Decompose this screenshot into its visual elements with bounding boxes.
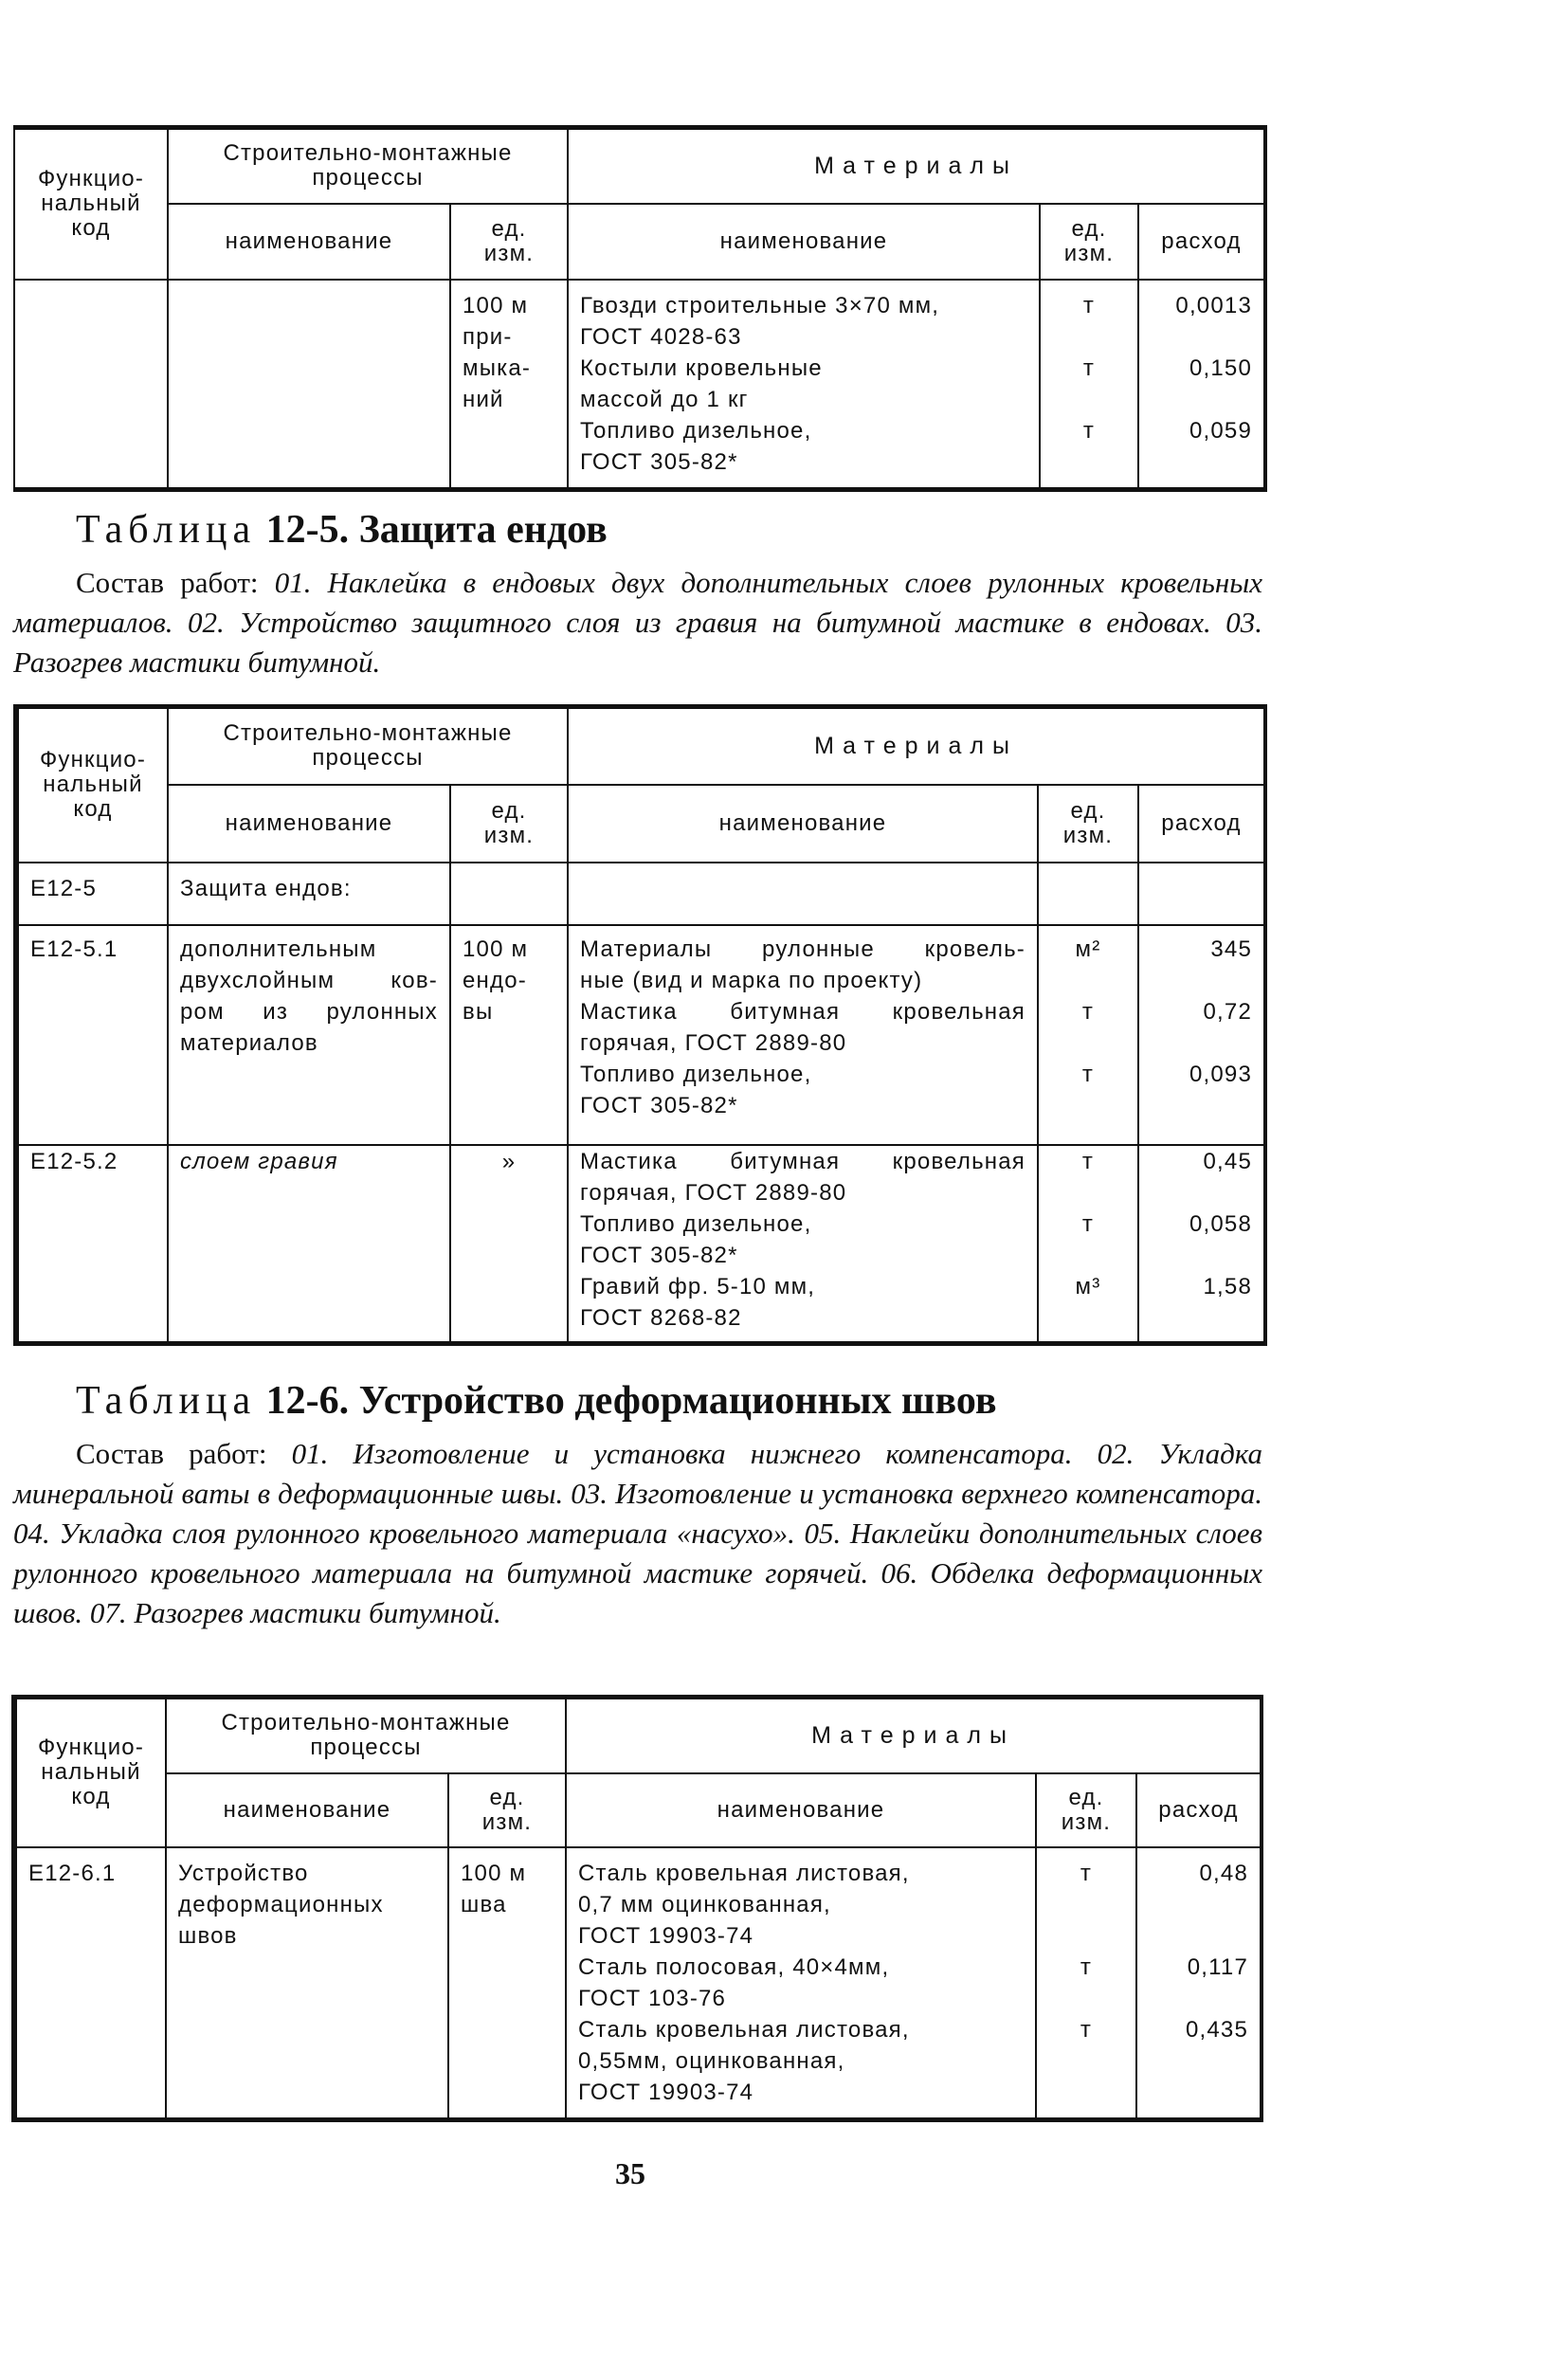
unit-line: 100 м bbox=[463, 936, 529, 962]
material-name: ГОСТ 8268-82 bbox=[580, 1304, 742, 1331]
group-code: Е12-5 bbox=[16, 863, 168, 925]
header-mat-rate: расход bbox=[1138, 785, 1265, 863]
process-name: ром из рулонных bbox=[180, 998, 438, 1025]
material-name: Сталь полосовая, 40×4мм, bbox=[578, 1953, 890, 1980]
header-code: Функцио- нальный код bbox=[14, 128, 168, 280]
empty-cell bbox=[450, 863, 568, 925]
material-unit-cell bbox=[1036, 1847, 1136, 2120]
table-continuation bbox=[13, 125, 1267, 492]
material-unit: т bbox=[1080, 2016, 1093, 2043]
material-unit-cell bbox=[1038, 925, 1138, 1145]
unit-line: вы bbox=[463, 998, 494, 1025]
work-composition-12-5 bbox=[13, 563, 1262, 682]
unit-line: мыка- bbox=[463, 354, 532, 381]
unit-line: 100 м bbox=[461, 1860, 527, 1886]
material-name: ГОСТ 4028-63 bbox=[580, 323, 742, 350]
material-name: Топливо дизельное, bbox=[580, 1061, 812, 1087]
material-rate: 0,45 bbox=[1203, 1148, 1252, 1174]
unit-line: ендо- bbox=[463, 967, 527, 993]
row-code: Е12-5.2 bbox=[16, 1145, 168, 1344]
material-rate-cell bbox=[1138, 1145, 1265, 1344]
table-12-5 bbox=[13, 704, 1267, 1346]
header-proc-unit: ед. изм. bbox=[450, 204, 568, 280]
material-rate: 0,150 bbox=[1189, 354, 1252, 381]
material-name: горячая, ГОСТ 2889-80 bbox=[580, 1179, 847, 1206]
material-name: ГОСТ 19903-74 bbox=[578, 1922, 754, 1949]
header-mat-unit: ед. изм. bbox=[1040, 204, 1138, 280]
header-proc-unit: ед. изм. bbox=[450, 785, 568, 863]
process-unit-cell bbox=[450, 925, 568, 1145]
material-unit-cell bbox=[1038, 1145, 1138, 1344]
process-unit-cell bbox=[450, 280, 568, 490]
table-12-6-caption bbox=[76, 1378, 997, 1424]
process-name-cell bbox=[168, 925, 450, 1145]
material-name-cell bbox=[568, 925, 1038, 1145]
code-cell bbox=[14, 280, 168, 490]
process-unit: » bbox=[450, 1145, 568, 1344]
row-code: Е12-5.1 bbox=[16, 925, 168, 1145]
page-number: 35 bbox=[615, 2156, 645, 2190]
material-unit: м³ bbox=[1075, 1273, 1101, 1299]
row-code: Е12-6.1 bbox=[14, 1847, 166, 2120]
process-unit-cell bbox=[448, 1847, 566, 2120]
unit-line: шва bbox=[461, 1891, 507, 1917]
header-proc-name: наименование bbox=[168, 204, 450, 280]
process-name-cell bbox=[166, 1847, 448, 2120]
unit-line: при- bbox=[463, 323, 513, 350]
empty-cell bbox=[1138, 863, 1265, 925]
composition-text: 01. Наклейка в ендовых двух дополнительных слоев рулонных кровельных материалов. 02. Устройство защитного слоя из гравия на битумной мастике в ендовах. 03. Разогрев мастики битумной. bbox=[13, 566, 1262, 679]
material-name-cell bbox=[568, 1145, 1038, 1344]
header-mat-name: наименование bbox=[568, 204, 1040, 280]
material-name: Сталь кровельная листовая, bbox=[578, 1860, 910, 1886]
material-rate: 0,059 bbox=[1189, 417, 1252, 444]
material-name: Гравий фр. 5-10 мм, bbox=[580, 1273, 816, 1299]
table-row bbox=[14, 1847, 1262, 2120]
group-title: Защита ендов: bbox=[168, 863, 450, 925]
material-rate: 0,058 bbox=[1189, 1210, 1252, 1237]
material-name: ГОСТ 19903-74 bbox=[578, 2079, 754, 2105]
empty-cell bbox=[568, 863, 1038, 925]
material-unit: т bbox=[1082, 354, 1096, 381]
header-code: Функцио- нальный код bbox=[14, 1698, 166, 1847]
composition-label: Состав работ: bbox=[76, 566, 259, 599]
material-name: 0,55мм, оцинкованная, bbox=[578, 2047, 845, 2074]
material-name-cell bbox=[568, 280, 1040, 490]
header-proc-unit: ед. изм. bbox=[448, 1773, 566, 1847]
material-unit: т bbox=[1081, 1148, 1095, 1174]
process-name: деформационных bbox=[178, 1891, 384, 1917]
table-12-6 bbox=[11, 1695, 1263, 2122]
material-rate: 0,435 bbox=[1185, 2016, 1248, 2043]
unit-line: ний bbox=[463, 386, 504, 412]
table-row bbox=[16, 925, 1265, 1145]
material-unit: т bbox=[1082, 292, 1096, 318]
header-proc-name: наименование bbox=[168, 785, 450, 863]
material-unit: т bbox=[1081, 1061, 1095, 1087]
material-name: Материалы рулонные кровель- bbox=[580, 936, 1026, 962]
header-processes: Строительно-монтажные процессы bbox=[166, 1698, 566, 1773]
material-rate-cell bbox=[1136, 1847, 1262, 2120]
unit-line: 100 м bbox=[463, 292, 529, 318]
material-name: Мастика битумная кровельная bbox=[580, 1148, 1026, 1174]
header-mat-unit: ед. изм. bbox=[1038, 785, 1138, 863]
material-rate-cell bbox=[1138, 925, 1265, 1145]
composition-text: 01. Изготовление и установка нижнего компенсатора. 02. Укладка минеральной ваты в деформационные швы. 03. Изготовление и установка верхнего компенсатора. 04. Укладка слоя рулонного кровельного материала «насухо». 05. Наклейки дополнительных слоев рулонного кровельного материала на битумной мастике горячей. 06. Обделка деформационных швов. 07. Разогрев мастики битумной. bbox=[13, 1437, 1262, 1629]
material-name: ГОСТ 305-82* bbox=[580, 448, 738, 475]
material-name-cell bbox=[566, 1847, 1036, 2120]
work-composition-12-6 bbox=[13, 1434, 1262, 1633]
header-proc-name: наименование bbox=[166, 1773, 448, 1847]
material-unit: т bbox=[1081, 998, 1095, 1025]
material-rate: 0,117 bbox=[1187, 1953, 1248, 1980]
material-name: горячая, ГОСТ 2889-80 bbox=[580, 1029, 847, 1056]
process-name: слоем гравия bbox=[168, 1145, 450, 1344]
process-name: Устройство bbox=[178, 1860, 309, 1886]
material-rate: 345 bbox=[1210, 936, 1252, 962]
material-name: Топливо дизельное, bbox=[580, 417, 812, 444]
material-unit-cell bbox=[1040, 280, 1138, 490]
material-name: ГОСТ 103-76 bbox=[578, 1985, 727, 2011]
material-unit: т bbox=[1080, 1860, 1093, 1886]
material-name: Мастика битумная кровельная bbox=[580, 998, 1026, 1025]
header-materials: Материалы bbox=[568, 128, 1265, 204]
material-name: Костыли кровельные bbox=[580, 354, 823, 381]
material-name: Гвозди строительные 3×70 мм, bbox=[580, 292, 940, 318]
header-mat-unit: ед. изм. bbox=[1036, 1773, 1136, 1847]
material-rate: 1,58 bbox=[1203, 1273, 1252, 1299]
header-processes: Строительно-монтажные процессы bbox=[168, 128, 568, 204]
material-name: ГОСТ 305-82* bbox=[580, 1242, 738, 1268]
material-rate: 0,093 bbox=[1189, 1061, 1252, 1087]
material-rate-cell bbox=[1138, 280, 1265, 490]
header-mat-name: наименование bbox=[566, 1773, 1036, 1847]
caption-label: Таблица bbox=[76, 1379, 257, 1423]
process-name: дополнительным bbox=[180, 936, 377, 962]
material-name: Сталь кровельная листовая, bbox=[578, 2016, 910, 2043]
material-name: Топливо дизельное, bbox=[580, 1210, 812, 1237]
caption-label: Таблица bbox=[76, 508, 257, 552]
material-name: 0,7 мм оцинкованная, bbox=[578, 1891, 831, 1917]
empty-cell bbox=[1038, 863, 1138, 925]
material-name: массой до 1 кг bbox=[580, 386, 749, 412]
material-rate: 0,0013 bbox=[1175, 292, 1252, 318]
header-mat-name: наименование bbox=[568, 785, 1038, 863]
caption-title: 12-5. Защита ендов bbox=[265, 508, 608, 552]
header-processes: Строительно-монтажные процессы bbox=[168, 707, 568, 785]
material-unit: т bbox=[1081, 1210, 1095, 1237]
header-materials: Материалы bbox=[566, 1698, 1262, 1773]
material-rate: 0,48 bbox=[1199, 1860, 1248, 1886]
header-mat-rate: расход bbox=[1138, 204, 1265, 280]
process-name-cell bbox=[168, 280, 450, 490]
process-name: швов bbox=[178, 1922, 238, 1949]
table-row bbox=[16, 1145, 1265, 1344]
material-unit: т bbox=[1082, 417, 1096, 444]
caption-title: 12-6. Устройство деформационных швов bbox=[265, 1379, 997, 1423]
material-unit: т bbox=[1080, 1953, 1093, 1980]
table-12-5-caption bbox=[76, 507, 608, 553]
header-mat-rate: расход bbox=[1136, 1773, 1262, 1847]
material-name: ГОСТ 305-82* bbox=[580, 1092, 738, 1118]
material-unit: м² bbox=[1075, 936, 1101, 962]
header-materials: Материалы bbox=[568, 707, 1265, 785]
header-code: Функцио- нальный код bbox=[16, 707, 168, 863]
composition-label: Состав работ: bbox=[76, 1437, 267, 1470]
process-name: материалов bbox=[180, 1029, 318, 1056]
material-rate: 0,72 bbox=[1203, 998, 1252, 1025]
material-name: ные (вид и марка по проекту) bbox=[580, 967, 923, 993]
process-name: двухслойным ков- bbox=[180, 967, 438, 993]
